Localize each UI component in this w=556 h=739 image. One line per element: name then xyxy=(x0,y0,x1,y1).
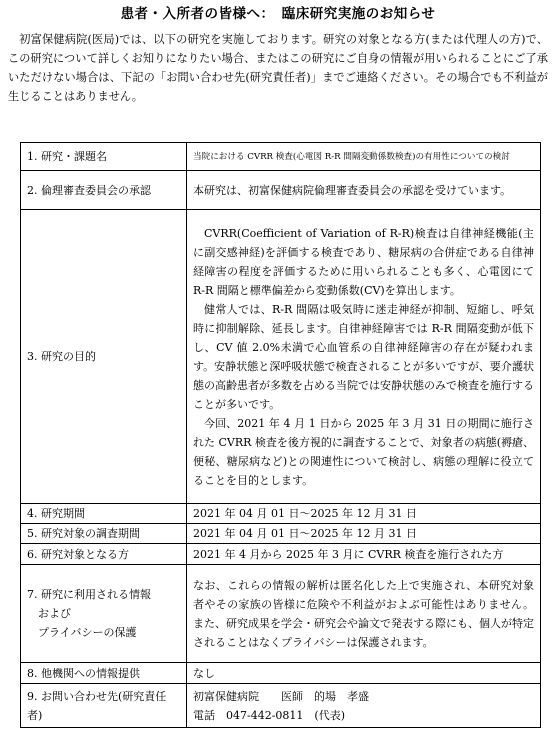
row-label-survey-period: 5. 研究対象の調査期間 xyxy=(21,524,187,544)
row-label-subjects: 6. 研究対象となる方 xyxy=(21,544,187,565)
privacy-label-line-1: 7. 研究に利用される情報 xyxy=(27,588,151,601)
row-content-subjects: 2021 年 4 月から 2025 年 3 月に CVRR 検査を施行された方 xyxy=(187,544,541,565)
purpose-paragraph-3: 今回、2021 年 4 月 1 日から 2025 年 3 月 31 日の期間に施行された CVRR 検査を後方視的に調査することで、対象者の病態(褥瘡、便秘、糖尿病など)との関連性について検討し、病態の理解に役立てることを目的とします。 xyxy=(193,416,534,487)
table-row xyxy=(21,684,541,728)
privacy-label-line-2: および xyxy=(27,607,71,620)
row-label-data-sharing: 8. 他機関への情報提供 xyxy=(21,663,187,684)
row-content-data-sharing: なし xyxy=(187,663,541,684)
row-label-privacy xyxy=(21,565,187,663)
table-row xyxy=(21,210,541,504)
row-content-contact xyxy=(187,684,541,728)
study-info-table xyxy=(20,142,541,728)
row-label-purpose: 3. 研究の目的 xyxy=(21,210,187,504)
purpose-paragraph-1: CVRR(Coefficient of Variation of R-R)検査は自律神経機能(主に副交感神経)を評価する検査であり、糖尿病の合併症である自律神経障害の程度を評価するために用いられることも多く、心電図にて R-R 間隔と標準偏差から変動係数(CV)を算出します。 xyxy=(193,226,534,297)
row-content-title: 当院における CVRR 検査(心電図 R-R 間隔変動係数検査)の有用性についての検討 xyxy=(187,143,541,171)
row-content-purpose xyxy=(187,210,541,504)
row-label-period: 4. 研究期間 xyxy=(21,504,187,524)
table-row xyxy=(21,663,541,684)
row-label-title: 1. 研究・課題名 xyxy=(21,143,187,171)
row-content-period: 2021 年 04 月 01 日～2025 年 12 月 31 日 xyxy=(187,504,541,524)
table-row xyxy=(21,171,541,210)
row-content-survey-period: 2021 年 04 月 01 日～2025 年 12 月 31 日 xyxy=(187,524,541,544)
privacy-label-line-3: プライバシーの保護 xyxy=(27,626,137,639)
contact-name: 初富保健病院 医師 的場 孝盛 xyxy=(193,689,369,703)
purpose-paragraph-2: 健常人では、R-R 間隔は吸気時に迷走神経が抑制、短縮し、呼気時に抑制解除、延長します。自律神経障害では R-R 間隔変動が低下し、CV 値 2.0%未満で心血管系の自律神経障害の存在が疑われます。安静状態と深呼吸状態で検査されることが多いですが、要介護状態の高齢患者が多数を占める当院では安静状態のみで検査を施行することが多いです。 xyxy=(193,302,534,411)
row-label-ethics: 2. 倫理審査委員会の承認 xyxy=(21,171,187,210)
table-row xyxy=(21,504,541,524)
table-row xyxy=(21,524,541,544)
row-content-ethics: 本研究は、初富保健病院倫理審査委員会の承認を受けています。 xyxy=(187,171,541,210)
intro-paragraph: 初富保健病院(医局)では、以下の研究を実施しております。研究の対象となる方(または代理人の方)で、この研究について詳しくお知りになりたい場合、またはこの研究にご自身の情報が用いられることにご了承いただけない場合は、下記の「お問い合わせ先(研究責任者)」までご連絡ください。その場合でも不利益が生じることはありません。 xyxy=(8,33,548,103)
table-row xyxy=(21,143,541,171)
page-title: 患者・入所者の皆様へ： 臨床研究実施のお知らせ xyxy=(120,6,436,22)
row-label-contact: 9. お問い合わせ先(研究責任者) xyxy=(21,684,187,728)
row-content-privacy: なお、これらの情報の解析は匿名化した上で実施され、本研究対象者やその家族の皆様に危険や不利益がおよぶ可能性はありません。また、研究成果を学会・研究会や論文で発表する際にも、個人が特定されることはなくプライバシーは保護されます。 xyxy=(187,565,541,663)
table-row xyxy=(21,565,541,663)
contact-phone: 電話 047-442-0811 (代表) xyxy=(193,708,346,722)
table-row xyxy=(21,544,541,565)
